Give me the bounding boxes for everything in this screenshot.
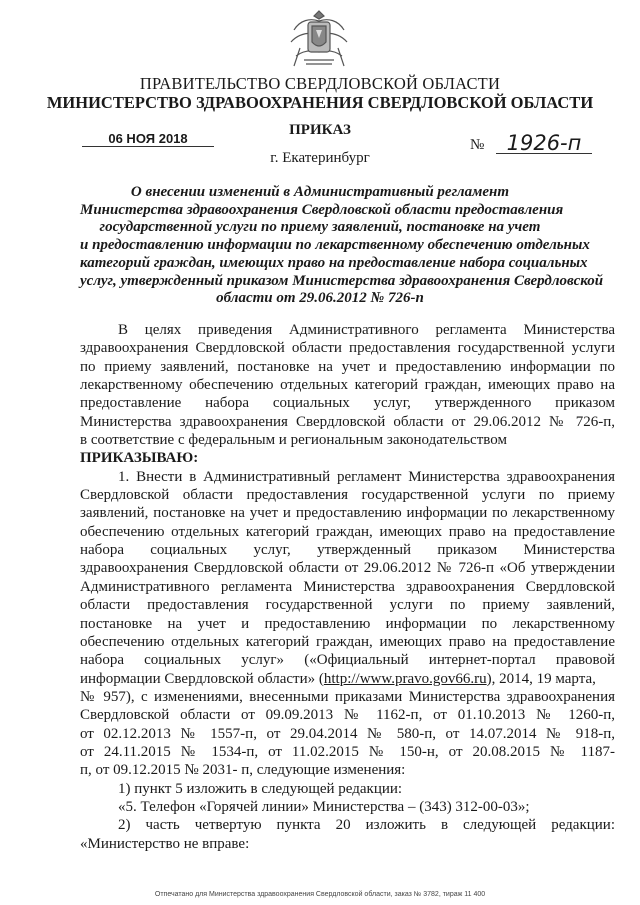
coat-of-arms-emblem (286, 8, 352, 72)
item-1-line: Административного регламента Министерства здравоохранения Свердловской (80, 578, 615, 595)
preamble-line: здравоохранения Свердловской области предоставления государственной услуги (80, 340, 615, 357)
item-1-line: Свердловской области предоставления государственной услуги по приему (80, 487, 615, 504)
item-1-line: заявлений, постановке на учет и предоставлению информации по лекарственному (80, 505, 615, 522)
title-line: государственной услуги по приему заявлений, постановке на учет (99, 219, 541, 236)
item-1-line: от 02.12.2013 № 1557-п, от 29.04.2014 № 580-п, от 14.07.2014 № 918-п, (80, 725, 615, 742)
city: г. Екатеринбург (270, 150, 370, 166)
item-1-line: 1. Внести в Административный регламент Министерства здравоохранения (118, 468, 615, 485)
item-1-line: постановке на учет и предоставлению информации по лекарственному (80, 615, 615, 632)
item-1-line: Свердловской области от 09.09.2013 № 1162-п, от 01.10.2013 № 1260-п, (80, 707, 615, 724)
title-line: услуг, утвержденный приказом Министерства здравоохранения Свердловской (80, 272, 604, 289)
preamble-line: лекарственному обеспечению отдельных категорий граждан, имеющих право на (80, 377, 615, 394)
subitem-1-quote: «5. Телефон «Горячей линии» Министерства – (343) 312-00-03»; (118, 798, 530, 815)
government-heading: ПРАВИТЕЛЬСТВО СВЕРДЛОВСКОЙ ОБЛАСТИ (139, 74, 501, 93)
ministry-heading: МИНИСТЕРСТВО ЗДРАВООХРАНЕНИЯ СВЕРДЛОВСКОЙ ОБЛАСТИ (46, 93, 594, 112)
order-number-label: № (470, 137, 485, 153)
item-1-line: набора социальных услуг, утвержденный приказом Министерства (80, 542, 615, 559)
item-1-line: № 957), с изменениями, внесенными приказами Министерства здравоохранения (80, 688, 615, 705)
preamble-line: В целях приведения Административного регламента Министерства (118, 322, 615, 338)
item-1-line: набора социальных услуг» («Официальный интернет-портал правовой (80, 652, 615, 669)
title-line: Министерства здравоохранения Свердловской области предоставления (80, 201, 564, 218)
item-1-line: п, от 09.12.2015 № 2031- п, следующие изменения: (80, 762, 406, 779)
preamble-line: Министерства здравоохранения Свердловской области от 29.06.2012 № 726-п, (80, 413, 615, 430)
title-line: категорий граждан, имеющих право на предоставление набора социальных (80, 254, 588, 271)
link-suffix: ), 2014, 19 марта, (486, 670, 596, 687)
print-note: Отпечатано для Министерства здравоохранения Свердловской области, заказ № 3782, тираж 11 400 (154, 891, 486, 898)
link-prefix: информации Свердловской области» ( (80, 670, 324, 687)
document-body (80, 321, 615, 853)
pravo-portal-link[interactable]: http://www.pravo.gov66.ru (323, 670, 487, 687)
title-line: области от 29.06.2012 № 726-п (216, 290, 424, 307)
item-1-line: обеспечению отдельных категорий граждан, имеющих право на предоставление (80, 633, 615, 650)
item-1-line: обеспечению отдельных категорий граждан, имеющих право на предоставление (80, 523, 615, 540)
preamble-line: по приему заявлений, постановке на учет и предоставлению информации по (80, 358, 615, 375)
subitem-2-quote: «Министерство не вправе: (80, 835, 250, 852)
preamble-line: в соответствие с федеральным и региональным законодательством (80, 432, 507, 449)
title-line: О внесении изменений в Административный регламент (130, 184, 510, 200)
preamble-line: предоставление набора социальных услуг, утвержденного приказом (80, 395, 615, 412)
item-1-line: здравоохранения Свердловской области от 29.06.2012 № 726-п «Об утверждении (80, 560, 615, 577)
document-title (80, 184, 604, 308)
order-date: 06 НОЯ 2018 (82, 131, 214, 147)
document-type: ПРИКАЗ (289, 122, 351, 138)
order-word: ПРИКАЗЫВАЮ: (80, 450, 199, 467)
item-1-line: от 24.11.2015 № 1534-п, от 11.02.2015 № 150-н, от 20.08.2015 № 1187- (80, 743, 615, 760)
title-line: и предоставлению информации по лекарственному обеспечению отдельных (80, 237, 590, 254)
subitem-2: 2) часть четвертую пункта 20 изложить в следующей редакции: (118, 817, 615, 834)
item-1-line: области предоставления государственной услуги по приему заявлений, (80, 597, 615, 614)
subitem-1: 1) пункт 5 изложить в следующей редакции: (118, 780, 403, 797)
item-1-link-line (80, 670, 615, 688)
order-number: 1926-п (496, 133, 592, 154)
